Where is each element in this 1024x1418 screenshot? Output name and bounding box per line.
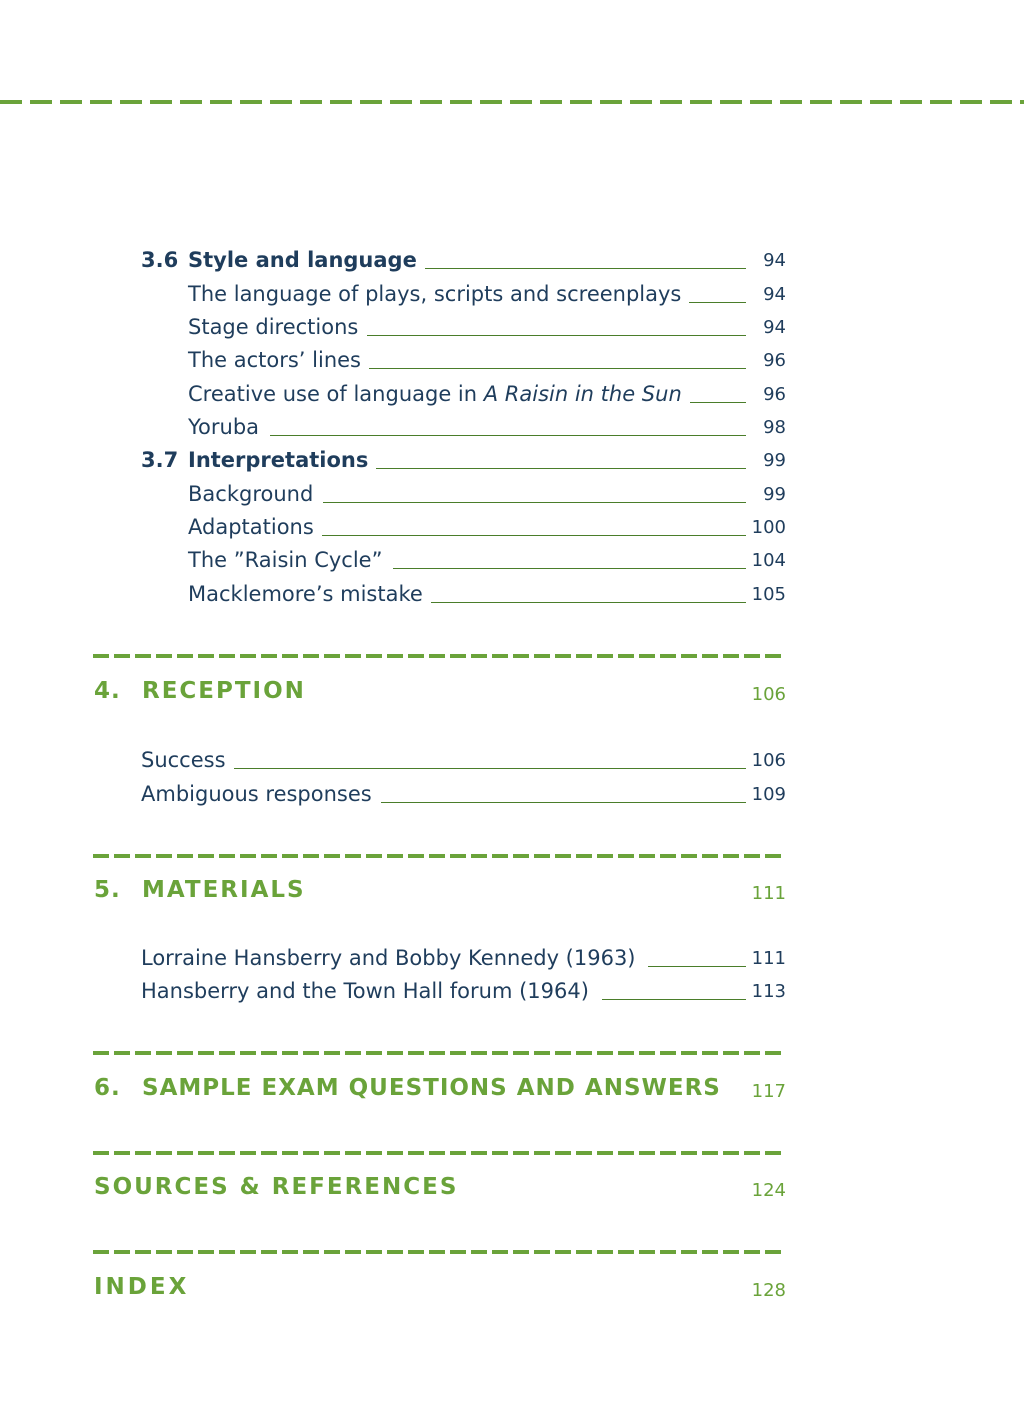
section-heading-reception[interactable]: [0, 678, 1024, 708]
leader-line: [369, 368, 746, 369]
entry-title-italic: A Raisin in the Sun: [483, 382, 682, 406]
entry-title: Macklemore’s mistake: [188, 582, 431, 606]
page-number: 106: [751, 750, 786, 771]
toc-entry[interactable]: [0, 582, 1024, 612]
leader-line: [648, 966, 746, 967]
section-title: SOURCES & REFERENCES: [94, 1174, 459, 1200]
entry-title: Ambiguous responses: [141, 782, 380, 806]
page-number: 99: [763, 484, 786, 505]
toc-entry-3-7[interactable]: [0, 448, 1024, 478]
section-title: RECEPTION: [142, 678, 306, 704]
entry-title: Success: [141, 748, 234, 772]
leader-line: [686, 302, 746, 303]
section-divider: [93, 854, 786, 858]
entry-title: Style and language: [188, 248, 425, 272]
toc-entry[interactable]: [0, 748, 1024, 778]
entry-title: Stage directions: [188, 315, 366, 339]
toc-entry[interactable]: [0, 315, 1024, 345]
page-number: 96: [763, 384, 786, 405]
entry-title: The ”Raisin Cycle”: [188, 548, 390, 572]
leader-line: [431, 602, 746, 603]
page-number: 106: [751, 684, 786, 705]
toc-entry[interactable]: [0, 282, 1024, 312]
toc-entry[interactable]: [0, 415, 1024, 445]
page-number: 94: [763, 284, 786, 305]
section-number: 6.: [94, 1075, 121, 1101]
entry-title: Background: [188, 482, 321, 506]
page-number: 117: [751, 1081, 786, 1102]
top-dashed-rule: [0, 100, 1024, 104]
section-divider: [93, 1151, 786, 1155]
toc-entry[interactable]: [0, 482, 1024, 512]
entry-title: The language of plays, scripts and screenplays: [188, 282, 689, 306]
entry-title: Interpretations: [188, 448, 376, 472]
leader-line: [361, 468, 746, 469]
toc-entry-3-6[interactable]: [0, 248, 1024, 278]
leader-line: [683, 402, 746, 403]
leader-line: [381, 802, 746, 803]
section-heading-materials[interactable]: [0, 877, 1024, 907]
section-heading-index[interactable]: [0, 1274, 1024, 1304]
page-number: 111: [751, 883, 786, 904]
page-number: 105: [751, 584, 786, 605]
toc-entry[interactable]: [0, 782, 1024, 812]
page-number: 128: [751, 1280, 786, 1301]
toc-entry[interactable]: [0, 515, 1024, 545]
page-number: 100: [751, 517, 786, 538]
entry-title-text: Creative use of language in: [188, 382, 484, 406]
section-heading-sample-exam[interactable]: [0, 1075, 1024, 1105]
section-number: 4.: [94, 678, 121, 704]
entry-title: The actors’ lines: [188, 348, 369, 372]
section-divider: [93, 1250, 786, 1254]
entry-title: Hansberry and the Town Hall forum (1964): [141, 979, 597, 1003]
section-number: 5.: [94, 877, 121, 903]
page-number: 94: [763, 317, 786, 338]
page-number: 124: [751, 1180, 786, 1201]
toc-entry[interactable]: [0, 348, 1024, 378]
section-title: MATERIALS: [142, 877, 306, 903]
page-number: 113: [751, 981, 786, 1002]
page-number: 96: [763, 350, 786, 371]
toc-entry[interactable]: [0, 548, 1024, 578]
section-title: INDEX: [94, 1274, 190, 1300]
toc-entry[interactable]: [0, 946, 1024, 976]
page-number: 98: [763, 417, 786, 438]
entry-title: [188, 382, 690, 406]
leader-line: [602, 999, 746, 1000]
leader-line: [321, 535, 746, 536]
leader-line: [367, 335, 746, 336]
section-title: SAMPLE EXAM QUESTIONS AND ANSWERS: [142, 1075, 721, 1101]
entry-title: Yoruba: [188, 415, 267, 439]
section-number: 3.7: [141, 448, 179, 472]
toc-entry[interactable]: [0, 382, 1024, 412]
section-divider: [93, 654, 786, 658]
leader-line: [323, 502, 746, 503]
section-divider: [93, 1051, 786, 1055]
toc-entry[interactable]: [0, 979, 1024, 1009]
page-number: 104: [751, 550, 786, 571]
section-heading-sources[interactable]: [0, 1174, 1024, 1204]
entry-title: Adaptations: [188, 515, 322, 539]
leader-line: [233, 768, 746, 769]
page-number: 111: [751, 948, 786, 969]
leader-line: [270, 435, 746, 436]
page-number: 99: [763, 450, 786, 471]
page-number: 109: [751, 784, 786, 805]
page-number: 94: [763, 250, 786, 271]
leader-line: [393, 568, 746, 569]
leader-line: [405, 268, 746, 269]
section-number: 3.6: [141, 248, 179, 272]
entry-title: Lorraine Hansberry and Bobby Kennedy (1963): [141, 946, 644, 970]
